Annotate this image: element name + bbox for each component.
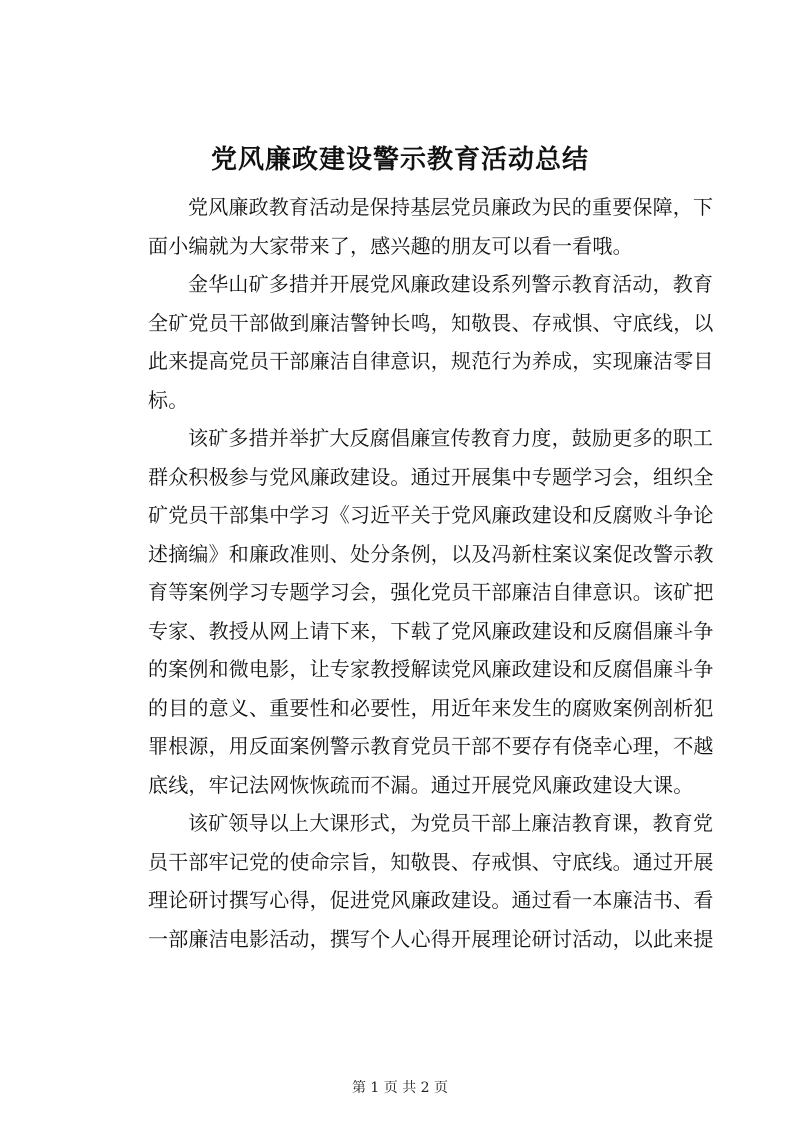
paragraph-line: 全矿党员干部做到廉洁警钟长鸣，知敬畏、存戒惧、守底线，以 bbox=[148, 310, 714, 335]
paragraph-line: 育等案例学习专题学习会，强化党员干部廉洁自律意识。该矿把 bbox=[148, 580, 714, 604]
paragraph-line: 该矿多措并举扩大反腐倡廉宣传教育力度，鼓励更多的职工 bbox=[188, 426, 714, 450]
paragraph-line: 该矿领导以上大课形式，为党员干部上廉洁教育课，教育党 bbox=[188, 811, 714, 835]
paragraph-line: 标。 bbox=[148, 387, 189, 412]
paragraph-line: 专家、教授从网上请下来，下载了党风廉政建设和反腐倡廉斗争 bbox=[148, 618, 714, 643]
paragraph bbox=[108, 188, 714, 265]
paragraph bbox=[108, 419, 714, 804]
document-body bbox=[108, 188, 714, 958]
paragraph-line: 的目的意义、重要性和必要性，用近年来发生的腐败案例剖析犯 bbox=[148, 695, 714, 720]
paragraph-line: 群众积极参与党风廉政建设。通过开展集中专题学习会，组织全 bbox=[148, 464, 714, 489]
paragraph-line: 面小编就为大家带来了，感兴趣的朋友可以看一看哦。 bbox=[148, 233, 633, 258]
paragraph bbox=[108, 265, 714, 419]
paragraph bbox=[108, 804, 714, 958]
document-title: 党风廉政建设警示教育活动总结 bbox=[210, 145, 589, 175]
page-footer: 第 1 页 共 2 页 bbox=[351, 1080, 449, 1096]
paragraph-line: 理论研讨撰写心得，促进党风廉政建设。通过看一本廉洁书、看 bbox=[148, 888, 714, 912]
paragraph-line: 此来提高党员干部廉洁自律意识，规范行为养成，实现廉洁零目 bbox=[148, 349, 714, 373]
paragraph-line: 罪根源，用反面案例警示教育党员干部不要存有侥幸心理，不越 bbox=[148, 734, 714, 758]
paragraph-line: 员干部牢记党的使命宗旨，知敬畏、存戒惧、守底线。通过开展 bbox=[148, 849, 714, 874]
paragraph-line: 金华山矿多措并开展党风廉政建设系列警示教育活动，教育 bbox=[188, 272, 714, 296]
paragraph-line: 的案例和微电影，让专家教授解读党风廉政建设和反腐倡廉斗争 bbox=[148, 657, 714, 681]
paragraph-line: 一部廉洁电影活动，撰写个人心得开展理论研讨活动，以此来提 bbox=[148, 926, 714, 951]
paragraph-line: 底线，牢记法网恢恢疏而不漏。通过开展党风廉政建设大课。 bbox=[148, 772, 694, 797]
paragraph-line: 述摘编》和廉政准则、处分条例，以及冯新柱案议案促改警示教 bbox=[148, 541, 714, 566]
paragraph-line: 矿党员干部集中学习《习近平关于党风廉政建设和反腐败斗争论 bbox=[148, 503, 714, 527]
paragraph-line: 党风廉政教育活动是保持基层党员廉政为民的重要保障，下 bbox=[188, 195, 714, 219]
